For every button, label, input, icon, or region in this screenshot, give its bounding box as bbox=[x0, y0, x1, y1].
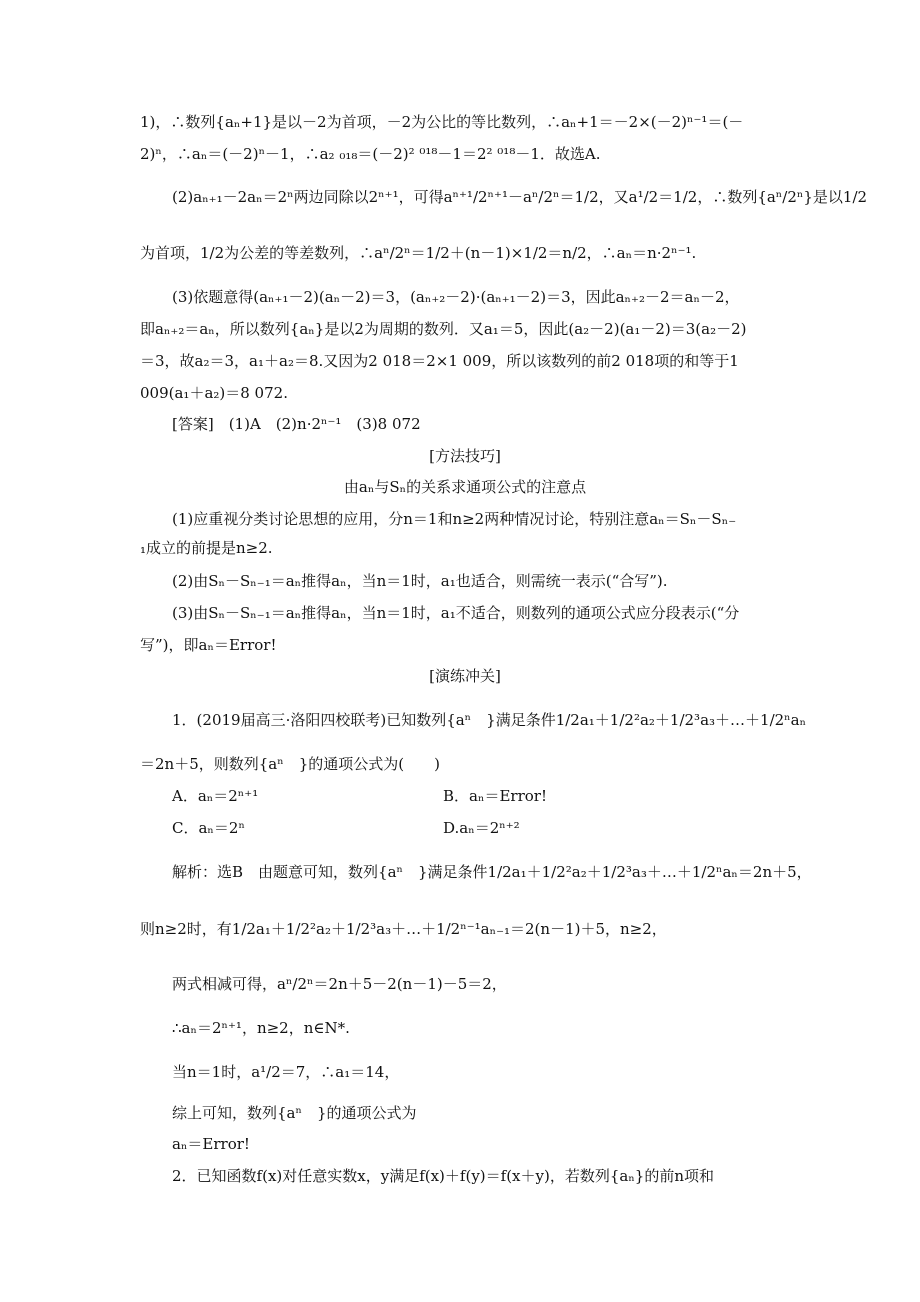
method-point-3-line-1: (3)由Sₙ－Sₙ₋₁＝aₙ推得aₙ，当n＝1时，a₁不适合，则数列的通项公式应分段表示(“分 bbox=[172, 604, 740, 622]
question-1-line-1: 1．(2019届高三·洛阳四校联考)已知数列{aⁿ }满足条件1/2a₁＋1/2²a₂＋1/2³a₃＋…＋1/2ⁿaₙ bbox=[172, 711, 807, 729]
analysis-line-4: ∴aₙ＝2ⁿ⁺¹，n≥2，n∈N*. bbox=[172, 1019, 350, 1037]
option-c: C．aₙ＝2ⁿ bbox=[172, 819, 245, 837]
solution-part-2-line-1: (2)aₙ₊₁－2aₙ＝2ⁿ两边同除以2ⁿ⁺¹，可得aⁿ⁺¹/2ⁿ⁺¹－aⁿ/2ⁿ＝1/2，又a¹/2＝1/2，∴数列{aⁿ/2ⁿ}是以1/2 bbox=[172, 188, 868, 206]
analysis-line-3: 两式相减可得，aⁿ/2ⁿ＝2n＋5－2(n－1)－5＝2， bbox=[172, 975, 507, 993]
analysis-line-5: 当n＝1时，a¹/2＝7，∴a₁＝14， bbox=[172, 1063, 400, 1081]
option-a: A．aₙ＝2ⁿ⁺¹ bbox=[172, 787, 259, 805]
solution-part-3-line-3: ＝3，故a₂＝3，a₁＋a₂＝8.又因为2 018＝2×1 009，所以该数列的前2 018项的和等于1 bbox=[140, 352, 739, 370]
analysis-line-6: 综上可知，数列{aⁿ }的通项公式为 bbox=[172, 1104, 417, 1122]
option-b: B．aₙ＝Error! bbox=[443, 787, 547, 805]
solution-part-3-line-1: (3)依题意得(aₙ₊₁－2)(aₙ－2)＝3，(aₙ₊₂－2)·(aₙ₊₁－2)＝3，因此aₙ₊₂－2＝aₙ－2， bbox=[172, 288, 740, 306]
method-heading: [方法技巧] bbox=[429, 447, 501, 465]
question-1-line-2: ＝2n＋5，则数列{aⁿ }的通项公式为( ) bbox=[140, 755, 440, 773]
solution-line-2: 2)ⁿ，∴aₙ＝(－2)ⁿ－1，∴a₂ ₀₁₈＝(－2)² ⁰¹⁸－1＝2² ⁰¹⁸－1．故选A. bbox=[140, 145, 601, 163]
solution-line-1: 1)，∴数列{aₙ+1}是以－2为首项，－2为公比的等比数列，∴aₙ+1＝－2×(－2)ⁿ⁻¹＝(－ bbox=[140, 113, 744, 131]
solution-part-3-line-4: 009(a₁＋a₂)＝8 072. bbox=[140, 384, 288, 402]
practice-heading: [演练冲关] bbox=[429, 667, 501, 685]
method-point-1-line-2: ₁成立的前提是n≥2. bbox=[140, 539, 273, 557]
method-point-2: (2)由Sₙ－Sₙ₋₁＝aₙ推得aₙ，当n＝1时，a₁也适合，则需统一表示(“合写”). bbox=[172, 572, 668, 590]
analysis-line-1: 解析：选B 由题意可知，数列{aⁿ }满足条件1/2a₁＋1/2²a₂＋1/2³a₃＋…＋1/2ⁿaₙ＝2n＋5， bbox=[172, 863, 812, 881]
option-d: D.aₙ＝2ⁿ⁺² bbox=[443, 819, 520, 837]
answer-line: [答案] (1)A (2)n·2ⁿ⁻¹ (3)8 072 bbox=[172, 415, 421, 433]
solution-part-2-line-2: 为首项，1/2为公差的等差数列，∴aⁿ/2ⁿ＝1/2＋(n－1)×1/2＝n/2，∴aₙ＝n·2ⁿ⁻¹. bbox=[140, 244, 697, 262]
analysis-line-7: aₙ＝Error! bbox=[172, 1135, 250, 1153]
method-point-3-line-2: 写”)，即aₙ＝Error! bbox=[140, 636, 277, 654]
question-2-line-1: 2．已知函数f(x)对任意实数x，y满足f(x)＋f(y)＝f(x＋y)，若数列{aₙ}的前n项和 bbox=[172, 1167, 715, 1185]
analysis-line-2: 则n≥2时，有1/2a₁＋1/2²a₂＋1/2³a₃＋…＋1/2ⁿ⁻¹aₙ₋₁＝2(n－1)＋5，n≥2， bbox=[140, 920, 667, 938]
method-point-1-line-1: (1)应重视分类讨论思想的应用，分n＝1和n≥2两种情况讨论，特别注意aₙ＝Sₙ－Sₙ₋ bbox=[172, 510, 737, 528]
solution-part-3-line-2: 即aₙ₊₂＝aₙ，所以数列{aₙ}是以2为周期的数列．又a₁＝5，因此(a₂－2)(a₁－2)＝3(a₂－2) bbox=[140, 320, 747, 338]
method-title: 由aₙ与Sₙ的关系求通项公式的注意点 bbox=[343, 478, 587, 496]
